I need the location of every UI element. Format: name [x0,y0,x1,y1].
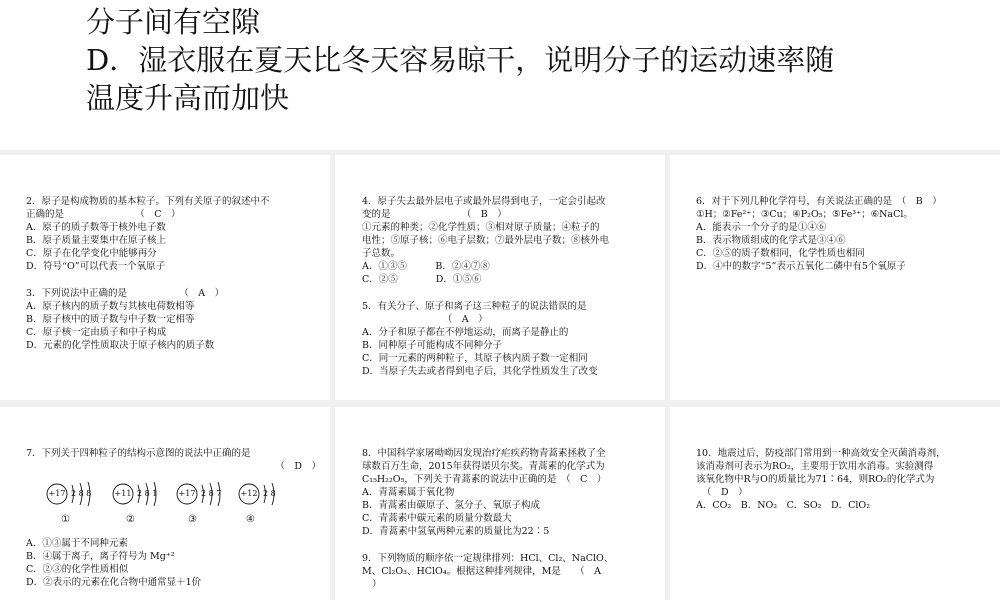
q2-option-d: D．符号“O”可以代表一个氧原子 [26,261,166,272]
atom-diagram [174,479,232,513]
header-line-2: D．湿衣服在夏天比冬天容易晾干，说明分子的运动速率随 [86,43,835,77]
q4-options-cd: C．②⑤ D．①⑤⑥ [362,274,482,285]
panel-q6 [670,155,1000,400]
atom-diagrams [26,479,321,513]
q2-option-c: C．原子在化学变化中能够再分 [26,248,157,259]
atom-label: ② [126,514,135,525]
atom-nucleus: +12 [240,489,258,498]
atom-shells: 2 8 8 [71,489,92,498]
q8-option-c: C．青蒿素中碳元素的质量分数最大 [362,513,512,524]
atom-diagram [236,479,294,513]
q3-option-c: C．原子核一定由质子和中子构成 [26,327,167,338]
header-line-3: 温度升高而加快 [86,81,290,115]
q10-answer: （ D ） [702,487,748,498]
atom-label: ③ [188,514,197,525]
q5-option-d: D．当原子失去或者得到电子后，其化学性质发生了改变 [362,366,598,377]
q4-line: ①元素的种类；②化学性质；③相对原子质量；④粒子的 [362,222,600,233]
q5-line: 5．有关分子、原子和离子这三种粒子的说法错误的是 [362,301,587,312]
atom-label: ① [61,514,70,525]
q7-option-d: D．②表示的元素在化合物中通常显＋1价 [26,577,202,588]
q5-line: （ A ） [362,314,488,325]
atom-nucleus: +17 [178,489,196,498]
q9-line: ） [372,579,382,590]
q3-option-a: A．原子核内的质子数与其核电荷数相等 [26,301,195,312]
q4-line: 子总数。 [362,248,401,259]
q3-option-d: D．元素的化学性质取决于原子核内的质子数 [26,340,215,351]
q9-line: M、Cl₂O₃、HClO₄。根据这种排列规律，M是 （ A [362,566,601,577]
q6-line: 6．对于下列几种化学符号，有关说法正确的是 （ B ） [696,196,942,207]
q8-line: 8．中国科学家屠呦呦因发现治疗疟疾药物青蒿素拯救了全 [362,448,606,459]
q6-symbols: ①H；②Fe²⁺；③Cu；④P₂O₅；⑤Fe³⁺；⑥NaCl。 [696,209,913,220]
atom-nucleus: +17 [48,489,66,498]
q3-option-b: B．原子核中的质子数与中子数一定相等 [26,314,195,325]
q10-line: 10．地震过后，防疫部门常用到一种高效安全灭菌消毒剂， [696,448,946,459]
q7-title: 7．下列关于四种粒子的结构示意图的说法中正确的是 [26,448,251,459]
atom-shells: 2 8 1 [137,489,158,498]
panel-q8-q9 [335,407,665,600]
q9-line: 9．下列物质的顺序依一定规律排列：HCl、Cl₂、NaClO、 [362,553,614,564]
q4-line: 变的是 （ B ） [362,209,507,220]
q8-line: 球数百万生命，2015年获得诺贝尔奖。青蒿素的化学式为 [362,461,605,472]
panel-q10 [670,407,1000,600]
q8-line: C₁₅H₂₂O₅，下列关于青蒿素的说法中正确的是 （ C ） [362,474,607,485]
q5-option-a: A．分子和原子都在不停地运动，而离子是静止的 [362,327,569,338]
q6-option-a: A．能表示一个分子的是①④⑥ [696,222,827,233]
atom-diagram [110,479,168,513]
q10-options: A．CO₂ B．NO₂ C．SO₂ D．ClO₂ [696,500,871,511]
panel-q7 [0,407,330,600]
header-banner [0,0,1000,150]
q4-line: 电性；⑤原子核；⑥电子层数；⑦最外层电子数；⑧核外电 [362,235,610,246]
q7-answer: （ D ） [275,461,321,472]
q8-option-a: A．青蒿素属于氧化物 [362,487,455,498]
q6-option-b: B．表示物质组成的化学式是③④⑥ [696,235,846,246]
q6-option-c: C．②⑤的质子数相同，化学性质也相同 [696,248,865,259]
q2-option-a: A．原子的质子数等于核外电子数 [26,222,166,233]
q2-line: 正确的是 （ C ） [26,209,181,220]
q7-option-c: C．②③的化学性质相似 [26,564,129,575]
panel-q4-q5 [335,155,665,400]
q7-option-a: A．①③属于不同种元素 [26,538,128,549]
q2-line: 2．原子是构成物质的基本粒子。下列有关原子的叙述中不 [26,196,270,207]
q5-option-c: C．同一元素的两种粒子，其原子核内质子数一定相同 [362,353,588,364]
atom-diagram [44,479,102,513]
q4-line: 4．原子失去最外层电子或最外层得到电子，一定会引起改 [362,196,606,207]
atom-diagram-labels [26,513,321,527]
atom-shells: 2 8 [263,489,276,498]
q8-option-d: D．青蒿素中氢氧两种元素的质量比为22∶5 [362,526,550,537]
q8-option-b: B．青蒿素由碳原子、氢分子、氧原子构成 [362,500,540,511]
header-line-1: 分子间有空隙 [86,5,261,39]
q2-option-b: B．原子质量主要集中在原子核上 [26,235,166,246]
q6-option-d: D．④中的数字“5”表示五氧化二磷中有5个氧原子 [696,261,906,272]
q7-option-b: B．④属于离子，离子符号为 Mg⁺² [26,551,175,562]
q3-line: 3．下列说法中正确的是 （ A ） [26,288,225,299]
q5-option-b: B．同种原子可能构成不同种分子 [362,340,502,351]
q10-line: 该氧化物中R与O的质量比为71∶64，则RO₂的化学式为 [696,474,935,485]
q4-options-ab: A．①③⑤ B．②④⑦⑧ [362,261,490,272]
atom-shells: 2 8 7 [201,489,222,498]
atom-label: ④ [246,514,255,525]
q10-line: 该消毒剂可表示为RO₂，主要用于饮用水消毒。实验测得 [696,461,934,472]
panel-q2-q3 [0,155,330,400]
atom-nucleus: +11 [114,489,132,498]
